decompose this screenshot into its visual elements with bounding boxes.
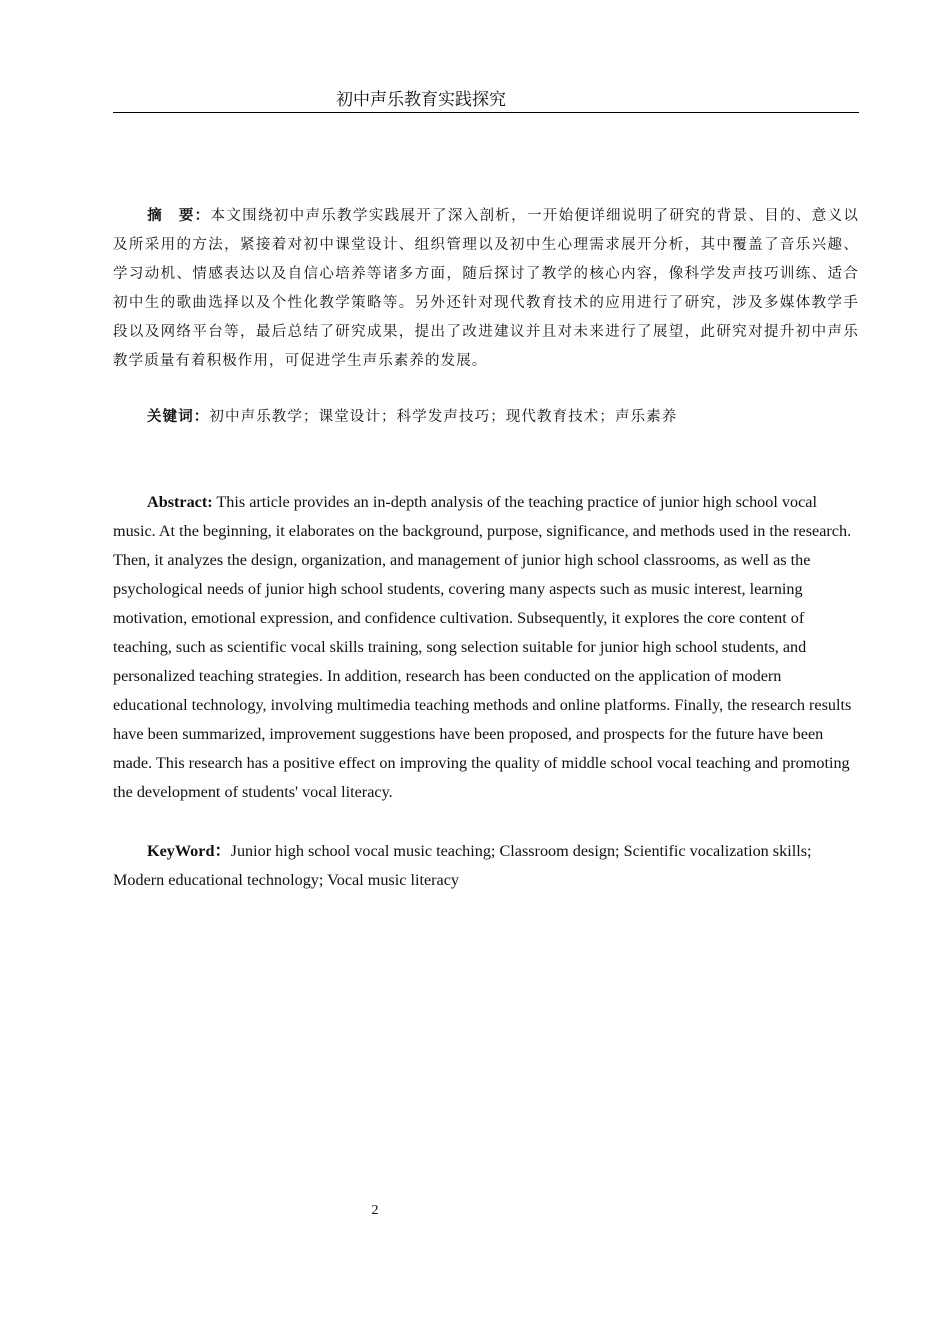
chinese-abstract-text: 本文围绕初中声乐教学实践展开了深入剖析，一开始便详细说明了研究的背景、目的、意义以及所采用的方法，紧接着对初中课堂设计、组织管理以及初中生心理需求展开分析，其中覆盖了音乐兴趣、学习动机、情感表达以及自信心培养等诸多方面，随后探讨了教学的核心内容，像科学发声技巧训练、适合初中生的歌曲选择以及个性化教学策略等。另外还针对现代教育技术的应用进行了研究，涉及多媒体教学手段以及网络平台等，最后总结了研究成果，提出了改进建议并且对未来进行了展望，此研究对提升初中声乐教学质量有着积极作用，可促进学生声乐素养的发展。 [113,208,859,369]
english-keywords-label: KeyWord： [147,842,231,860]
english-abstract-text: This article provides an in-depth analysis of the teaching practice of junior high school vocal music. At the beginning, it elaborates on the background, purpose, significance, and methods used in the research. Then, it analyzes the design, organization, and management of junior high school classrooms, as well as the psychological needs of junior high school students, covering many aspects such as music interest, learning motivation, emotional expression, and confidence cultivation. Subsequently, it explores the core content of teaching, such as scientific vocal skills training, song selection suitable for junior high school students, and personalized teaching strategies. In addition, research has been conducted on the application of modern educational technology, involving multimedia teaching methods and online platforms. Finally, the research results have been summarized, improvement suggestions have been proposed, and prospects for the future have been made. This research has a positive effect on improving the quality of middle school vocal teaching and promoting the development of students' vocal literacy. [113,493,852,801]
page-number: 2 [371,1203,379,1218]
english-abstract-label: Abstract: [147,493,213,511]
header-title: 初中声乐教育实践探究 [336,90,506,110]
english-abstract [113,488,859,807]
chinese-keywords-text: 初中声乐教学；课堂设计；科学发声技巧；现代教育技术；声乐素养 [209,409,678,425]
chinese-keywords-label: 关键词： [147,408,210,425]
chinese-abstract [113,201,859,376]
chinese-keywords [113,402,859,432]
page-header [113,92,859,113]
chinese-abstract-label: 摘 要： [147,207,211,224]
english-keywords-text: Junior high school vocal music teaching; Classroom design; Scientific vocalization skills; Modern educational technology; Vocal music literacy [113,842,812,889]
english-keywords [113,837,859,895]
